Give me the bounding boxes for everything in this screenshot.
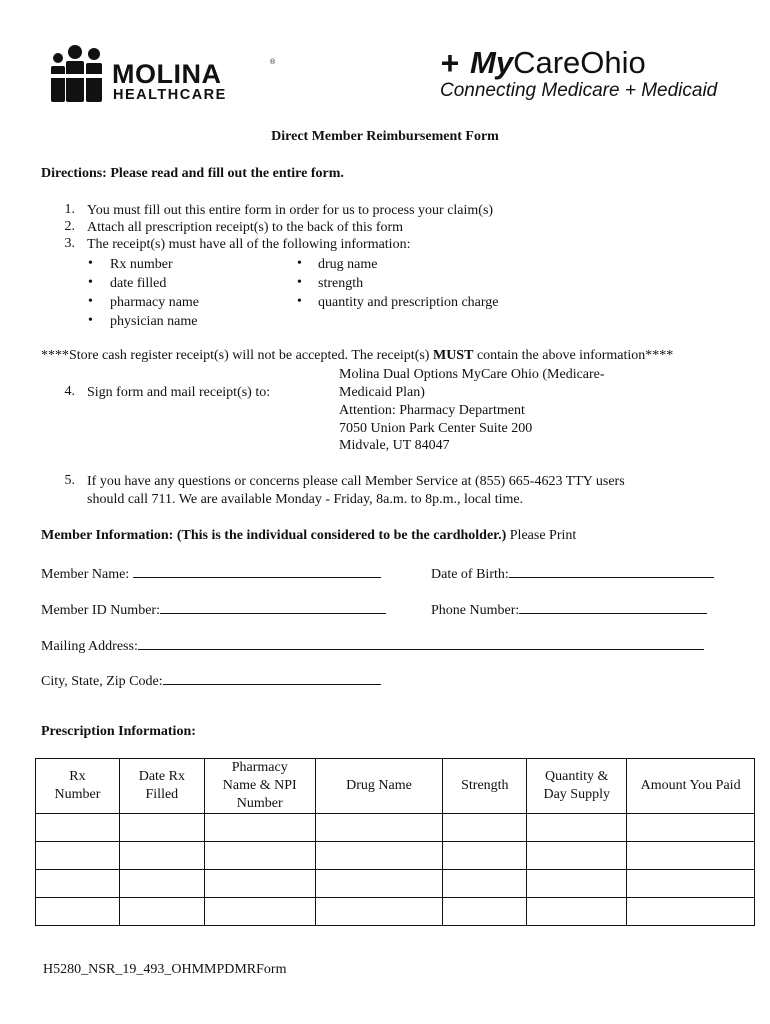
step-text: If you have any questions or concerns please call Member Service at (855) 665-4623 TTY users bbox=[87, 474, 625, 489]
prescription-cell[interactable] bbox=[204, 898, 315, 926]
prescription-row bbox=[36, 898, 755, 926]
column-header-line: Quantity & bbox=[545, 769, 609, 784]
prescription-cell[interactable] bbox=[119, 870, 204, 898]
column-header bbox=[119, 759, 204, 814]
prescription-table bbox=[35, 758, 755, 926]
mycareohio-wordmark bbox=[470, 46, 646, 80]
dob-label: Date of Birth: bbox=[431, 567, 509, 582]
mycare-my: My bbox=[470, 45, 514, 80]
step-number: 4. bbox=[64, 384, 75, 399]
prescription-cell[interactable] bbox=[204, 814, 315, 842]
requirement-item: drug name bbox=[318, 257, 378, 272]
column-header-line: Pharmacy bbox=[231, 760, 288, 775]
requirement-item: strength bbox=[318, 276, 364, 291]
prescription-cell[interactable] bbox=[119, 842, 204, 870]
step-text: You must fill out this entire form in order for us to process your claim(s) bbox=[87, 203, 494, 218]
mailing-address-field[interactable] bbox=[41, 635, 704, 656]
bullet-icon: • bbox=[297, 294, 302, 309]
mycareohio-tagline: Connecting Medicare + Medicaid bbox=[440, 80, 718, 101]
prescription-row bbox=[36, 814, 755, 842]
column-header-line: Number bbox=[54, 787, 101, 802]
prescription-cell[interactable] bbox=[527, 842, 627, 870]
registered-mark: ® bbox=[270, 59, 276, 66]
phone-field[interactable] bbox=[431, 599, 707, 620]
prescription-cell[interactable] bbox=[315, 814, 443, 842]
member-heading-bold: Member Information: (This is the individual considered to be the cardholder.) bbox=[41, 528, 507, 543]
dob-input[interactable] bbox=[509, 563, 714, 578]
prescription-cell[interactable] bbox=[627, 898, 755, 926]
column-header-line: Name & NPI bbox=[222, 778, 297, 793]
prescription-cell[interactable] bbox=[315, 842, 443, 870]
phone-label: Phone Number: bbox=[431, 603, 520, 618]
prescription-row bbox=[36, 842, 755, 870]
column-header bbox=[527, 759, 627, 814]
prescription-cell[interactable] bbox=[443, 814, 527, 842]
column-header-line: Number bbox=[236, 796, 283, 811]
bullet-icon: • bbox=[88, 275, 93, 290]
molina-people-icon bbox=[46, 44, 106, 104]
prescription-cell[interactable] bbox=[627, 842, 755, 870]
column-header-line: Day Supply bbox=[543, 787, 610, 802]
dob-field[interactable] bbox=[431, 563, 714, 584]
bullet-icon: • bbox=[297, 275, 302, 290]
form-title: Direct Member Reimbursement Form bbox=[271, 129, 499, 144]
form-code-footer: H5280_NSR_19_493_OHMMPDMRForm bbox=[43, 962, 287, 977]
step-number: 1. bbox=[64, 202, 75, 217]
member-id-label: Member ID Number: bbox=[41, 603, 160, 618]
member-name-input[interactable] bbox=[133, 563, 381, 578]
bullet-icon: • bbox=[88, 256, 93, 271]
member-id-input[interactable] bbox=[160, 599, 386, 614]
plus-icon: + bbox=[440, 45, 459, 81]
receipt-warning bbox=[41, 347, 673, 365]
column-header bbox=[627, 759, 755, 814]
column-header-line: Filled bbox=[145, 787, 179, 802]
prescription-cell[interactable] bbox=[36, 814, 120, 842]
prescription-cell[interactable] bbox=[36, 870, 120, 898]
member-name-label: Member Name: bbox=[41, 567, 133, 582]
city-state-zip-label: City, State, Zip Code: bbox=[41, 674, 163, 689]
member-heading-note: Please Print bbox=[506, 528, 577, 543]
prescription-cell[interactable] bbox=[315, 870, 443, 898]
step-text: Attach all prescription receipt(s) to the back of this form bbox=[87, 220, 404, 235]
column-header bbox=[315, 759, 443, 814]
column-header bbox=[204, 759, 315, 814]
column-header-line: Date Rx bbox=[138, 769, 185, 784]
prescription-heading: Prescription Information: bbox=[41, 724, 196, 739]
member-id-field[interactable] bbox=[41, 599, 386, 620]
prescription-row bbox=[36, 870, 755, 898]
step-text: The receipt(s) must have all of the following information: bbox=[87, 237, 411, 252]
requirement-item: Rx number bbox=[110, 257, 173, 272]
step-number: 3. bbox=[64, 236, 75, 251]
prescription-cell[interactable] bbox=[443, 842, 527, 870]
step-number: 2. bbox=[64, 219, 75, 234]
member-name-field[interactable] bbox=[41, 563, 381, 584]
prescription-cell[interactable] bbox=[204, 842, 315, 870]
column-header-line: Strength bbox=[461, 778, 509, 793]
prescription-cell[interactable] bbox=[119, 898, 204, 926]
warning-text-1: ****Store cash register receipt(s) will not be accepted. The receipt(s) bbox=[41, 348, 433, 363]
prescription-cell[interactable] bbox=[204, 870, 315, 898]
prescription-cell[interactable] bbox=[315, 898, 443, 926]
prescription-cell[interactable] bbox=[36, 898, 120, 926]
bullet-icon: • bbox=[297, 256, 302, 271]
column-header-line: Rx bbox=[69, 769, 86, 784]
mailing-address-label: Mailing Address: bbox=[41, 639, 138, 654]
step-number: 5. bbox=[64, 473, 75, 488]
column-header-line: Amount You Paid bbox=[640, 778, 741, 793]
prescription-cell[interactable] bbox=[527, 870, 627, 898]
molina-healthcare-logo bbox=[46, 44, 276, 106]
healthcare-wordmark: HEALTHCARE bbox=[113, 87, 227, 103]
prescription-cell[interactable] bbox=[443, 870, 527, 898]
prescription-cell[interactable] bbox=[527, 898, 627, 926]
mailing-address-input[interactable] bbox=[138, 635, 704, 650]
address-line: Medicaid Plan) bbox=[339, 385, 425, 400]
prescription-cell[interactable] bbox=[119, 814, 204, 842]
requirement-item: quantity and prescription charge bbox=[318, 295, 499, 310]
prescription-cell[interactable] bbox=[627, 814, 755, 842]
city-state-zip-input[interactable] bbox=[163, 670, 381, 685]
prescription-cell[interactable] bbox=[627, 870, 755, 898]
phone-input[interactable] bbox=[519, 599, 707, 614]
molina-wordmark: MOLINA bbox=[112, 59, 222, 89]
address-line: Midvale, UT 84047 bbox=[339, 438, 450, 453]
mycare-rest: CareOhio bbox=[513, 45, 646, 80]
address-line: 7050 Union Park Center Suite 200 bbox=[339, 421, 533, 436]
column-header bbox=[443, 759, 527, 814]
requirement-item: physician name bbox=[110, 314, 198, 329]
warning-emphasis: MUST bbox=[432, 348, 474, 363]
prescription-cell[interactable] bbox=[443, 898, 527, 926]
column-header bbox=[36, 759, 120, 814]
directions-heading: Directions: Please read and fill out the entire form. bbox=[41, 166, 344, 181]
requirement-item: date filled bbox=[110, 276, 167, 291]
step-text: should call 711. We are available Monday - Friday, 8a.m. to 8p.m., local time. bbox=[87, 492, 524, 507]
prescription-cell[interactable] bbox=[36, 842, 120, 870]
prescription-cell[interactable] bbox=[527, 814, 627, 842]
mycareohio-logo bbox=[440, 46, 730, 106]
city-state-zip-field[interactable] bbox=[41, 670, 381, 691]
bullet-icon: • bbox=[88, 294, 93, 309]
address-line: Molina Dual Options MyCare Ohio (Medicare- bbox=[339, 367, 605, 382]
address-line: Attention: Pharmacy Department bbox=[339, 403, 525, 418]
bullet-icon: • bbox=[88, 313, 93, 328]
requirement-item: pharmacy name bbox=[110, 295, 200, 310]
member-info-heading bbox=[41, 527, 576, 545]
step-text: Sign form and mail receipt(s) to: bbox=[87, 385, 271, 400]
warning-text-2: contain the above information**** bbox=[473, 348, 674, 363]
column-header-line: Drug Name bbox=[346, 778, 412, 793]
